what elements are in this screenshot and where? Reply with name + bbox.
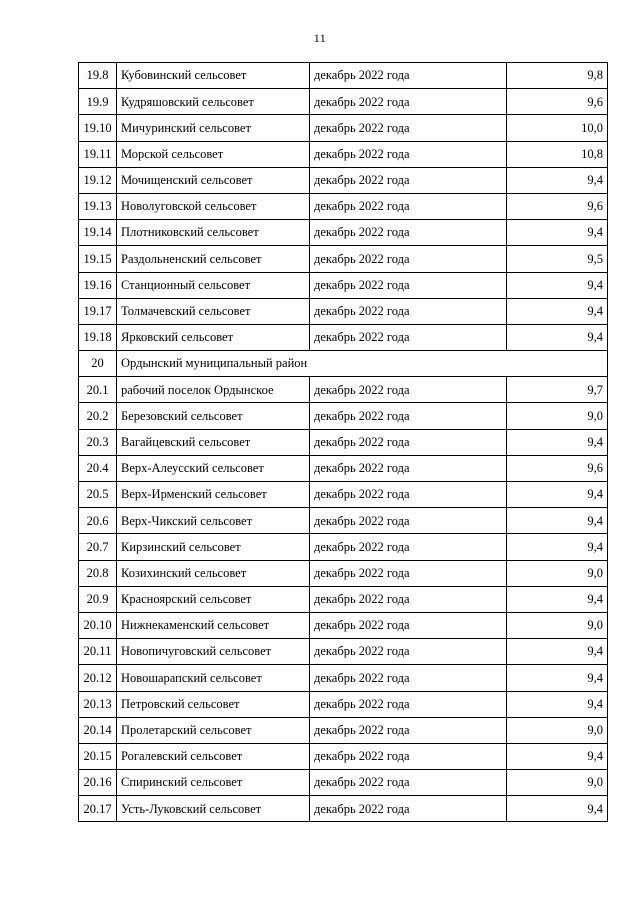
row-value: 9,4	[507, 220, 608, 246]
table-row	[79, 612, 608, 638]
row-number: 20.4	[79, 455, 117, 481]
row-period: декабрь 2022 года	[310, 534, 507, 560]
table-row	[79, 560, 608, 586]
row-name: Кирзинский сельсовет	[117, 534, 310, 560]
table-row	[79, 482, 608, 508]
row-number: 20.3	[79, 429, 117, 455]
row-number: 19.18	[79, 324, 117, 350]
row-period: декабрь 2022 года	[310, 298, 507, 324]
table-row	[79, 691, 608, 717]
row-name: Станционный сельсовет	[117, 272, 310, 298]
table-row	[79, 115, 608, 141]
row-period: декабрь 2022 года	[310, 324, 507, 350]
table-row	[79, 167, 608, 193]
row-value: 9,8	[507, 63, 608, 89]
row-number: 20.2	[79, 403, 117, 429]
table-row	[79, 193, 608, 219]
row-number: 20.6	[79, 508, 117, 534]
row-value: 10,0	[507, 115, 608, 141]
row-value: 9,6	[507, 455, 608, 481]
row-number: 19.15	[79, 246, 117, 272]
row-value: 9,6	[507, 193, 608, 219]
table-body-district-19	[79, 63, 608, 351]
row-name: рабочий поселок Ордынское	[117, 377, 310, 403]
row-period: декабрь 2022 года	[310, 167, 507, 193]
table-row	[79, 141, 608, 167]
row-period: декабрь 2022 года	[310, 743, 507, 769]
table-row	[79, 586, 608, 612]
row-number: 20.17	[79, 796, 117, 822]
table-row	[79, 403, 608, 429]
row-name: Кудряшовский сельсовет	[117, 89, 310, 115]
row-value: 9,7	[507, 377, 608, 403]
row-name: Петровский сельсовет	[117, 691, 310, 717]
row-name: Верх-Алеусский сельсовет	[117, 455, 310, 481]
table-row	[79, 770, 608, 796]
row-value: 9,4	[507, 298, 608, 324]
row-name: Козихинский сельсовет	[117, 560, 310, 586]
row-number: 19.12	[79, 167, 117, 193]
row-period: декабрь 2022 года	[310, 246, 507, 272]
data-table	[78, 62, 608, 822]
row-name: Усть-Луковский сельсовет	[117, 796, 310, 822]
row-name: Рогалевский сельсовет	[117, 743, 310, 769]
table-row	[79, 220, 608, 246]
table-row	[79, 639, 608, 665]
row-number: 20.10	[79, 612, 117, 638]
row-number: 19.8	[79, 63, 117, 89]
row-name: Красноярский сельсовет	[117, 586, 310, 612]
row-value: 9,4	[507, 167, 608, 193]
row-name: Мочищенский сельсовет	[117, 167, 310, 193]
row-period: декабрь 2022 года	[310, 482, 507, 508]
table-row	[79, 717, 608, 743]
row-period: декабрь 2022 года	[310, 429, 507, 455]
page-number: 11	[313, 31, 327, 45]
table-row	[79, 508, 608, 534]
row-number: 20.16	[79, 770, 117, 796]
row-value: 9,0	[507, 560, 608, 586]
table-row	[79, 534, 608, 560]
table-body-district-20	[79, 377, 608, 822]
row-number: 20.9	[79, 586, 117, 612]
table-row	[79, 796, 608, 822]
row-name: Верх-Ирменский сельсовет	[117, 482, 310, 508]
row-name: Плотниковский сельсовет	[117, 220, 310, 246]
table-row	[79, 324, 608, 350]
row-number: 19.17	[79, 298, 117, 324]
table-row	[79, 377, 608, 403]
row-value: 9,4	[507, 665, 608, 691]
row-period: декабрь 2022 года	[310, 89, 507, 115]
row-name: Толмачевский сельсовет	[117, 298, 310, 324]
row-period: декабрь 2022 года	[310, 220, 507, 246]
section-number: 20	[79, 351, 117, 377]
row-name: Верх-Чикский сельсовет	[117, 508, 310, 534]
table-row	[79, 429, 608, 455]
row-name: Ярковский сельсовет	[117, 324, 310, 350]
row-period: декабрь 2022 года	[310, 796, 507, 822]
row-name: Березовский сельсовет	[117, 403, 310, 429]
row-number: 20.13	[79, 691, 117, 717]
table-row	[79, 63, 608, 89]
table-row	[79, 246, 608, 272]
row-value: 9,5	[507, 246, 608, 272]
row-value: 9,0	[507, 612, 608, 638]
row-number: 20.5	[79, 482, 117, 508]
row-number: 20.11	[79, 639, 117, 665]
row-name: Новолуговской сельсовет	[117, 193, 310, 219]
row-value: 9,0	[507, 717, 608, 743]
row-period: декабрь 2022 года	[310, 586, 507, 612]
row-period: декабрь 2022 года	[310, 63, 507, 89]
table-row	[79, 89, 608, 115]
table-row	[79, 272, 608, 298]
row-number: 19.13	[79, 193, 117, 219]
table-row	[79, 743, 608, 769]
section-row	[79, 351, 608, 377]
row-period: декабрь 2022 года	[310, 665, 507, 691]
table-row	[79, 665, 608, 691]
row-value: 9,4	[507, 586, 608, 612]
row-number: 19.16	[79, 272, 117, 298]
row-period: декабрь 2022 года	[310, 115, 507, 141]
row-number: 19.10	[79, 115, 117, 141]
row-period: декабрь 2022 года	[310, 377, 507, 403]
row-name: Раздольненский сельсовет	[117, 246, 310, 272]
row-name: Кубовинский сельсовет	[117, 63, 310, 89]
row-period: декабрь 2022 года	[310, 272, 507, 298]
row-period: декабрь 2022 года	[310, 455, 507, 481]
row-number: 20.8	[79, 560, 117, 586]
row-period: декабрь 2022 года	[310, 639, 507, 665]
row-number: 19.14	[79, 220, 117, 246]
row-value: 9,4	[507, 743, 608, 769]
row-period: декабрь 2022 года	[310, 403, 507, 429]
row-period: декабрь 2022 года	[310, 141, 507, 167]
row-period: декабрь 2022 года	[310, 193, 507, 219]
row-value: 9,4	[507, 272, 608, 298]
row-name: Спиринский сельсовет	[117, 770, 310, 796]
row-name: Новошарапский сельсовет	[117, 665, 310, 691]
row-value: 9,4	[507, 796, 608, 822]
row-period: декабрь 2022 года	[310, 612, 507, 638]
row-period: декабрь 2022 года	[310, 508, 507, 534]
row-value: 9,0	[507, 403, 608, 429]
row-number: 20.7	[79, 534, 117, 560]
row-value: 9,6	[507, 89, 608, 115]
row-value: 9,0	[507, 770, 608, 796]
row-value: 9,4	[507, 482, 608, 508]
row-name: Новопичуговский сельсовет	[117, 639, 310, 665]
row-period: декабрь 2022 года	[310, 691, 507, 717]
table-row	[79, 298, 608, 324]
row-period: декабрь 2022 года	[310, 560, 507, 586]
section-title: Ордынский муниципальный район	[117, 351, 608, 377]
row-number: 19.9	[79, 89, 117, 115]
row-name: Пролетарский сельсовет	[117, 717, 310, 743]
row-value: 9,4	[507, 639, 608, 665]
row-name: Вагайцевский сельсовет	[117, 429, 310, 455]
row-value: 9,4	[507, 691, 608, 717]
row-number: 20.12	[79, 665, 117, 691]
row-name: Морской сельсовет	[117, 141, 310, 167]
row-period: декабрь 2022 года	[310, 770, 507, 796]
table-section-20	[79, 351, 608, 377]
row-value: 9,4	[507, 429, 608, 455]
row-number: 20.1	[79, 377, 117, 403]
row-period: декабрь 2022 года	[310, 717, 507, 743]
row-number: 20.14	[79, 717, 117, 743]
row-value: 9,4	[507, 534, 608, 560]
row-number: 20.15	[79, 743, 117, 769]
table-row	[79, 455, 608, 481]
row-value: 10,8	[507, 141, 608, 167]
row-value: 9,4	[507, 508, 608, 534]
row-number: 19.11	[79, 141, 117, 167]
row-name: Нижнекаменский сельсовет	[117, 612, 310, 638]
row-value: 9,4	[507, 324, 608, 350]
row-name: Мичуринский сельсовет	[117, 115, 310, 141]
